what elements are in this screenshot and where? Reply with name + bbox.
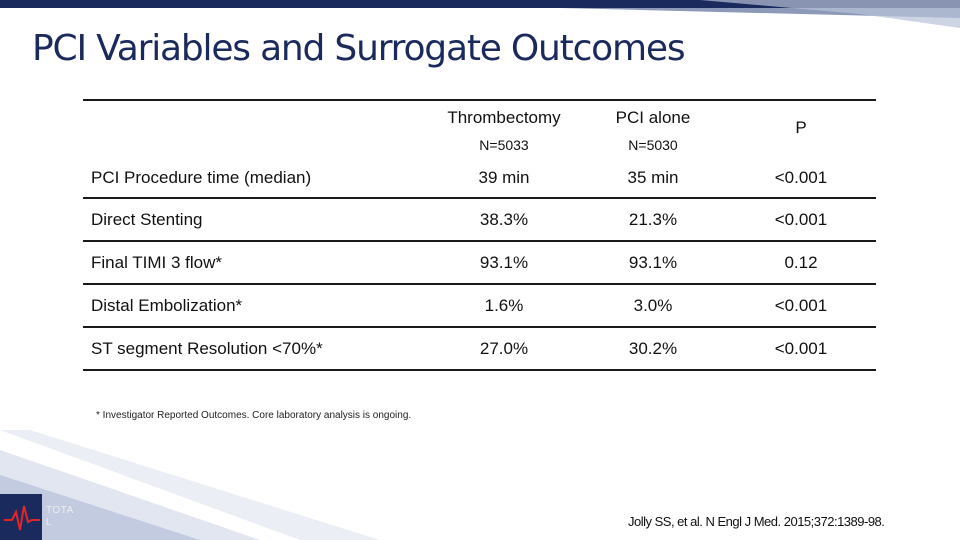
- table-row: [83, 241, 876, 284]
- subheader-empty-cell: [83, 132, 428, 158]
- slide-title: PCI Variables and Surrogate Outcomes: [32, 28, 685, 69]
- p-value: <0.001: [774, 295, 828, 315]
- thrombectomy-value: 1.6%: [484, 295, 524, 315]
- ecg-logo-icon: [0, 494, 42, 540]
- row-label: Direct Stenting: [91, 209, 203, 229]
- outcomes-table: [83, 99, 876, 371]
- thrombectomy-value: 39 min: [478, 167, 530, 187]
- row-label: Final TIMI 3 flow*: [91, 252, 223, 272]
- pci-alone-value: 3.0%: [633, 295, 673, 315]
- row-label: ST segment Resolution <70%*: [91, 338, 323, 358]
- thrombectomy-value: 27.0%: [479, 338, 529, 358]
- header-p-value: P: [795, 117, 807, 137]
- row-label: PCI Procedure time (median): [91, 167, 312, 187]
- pci-alone-value: 93.1%: [628, 252, 678, 272]
- thrombectomy-value: 93.1%: [479, 252, 529, 272]
- p-value: <0.001: [774, 338, 828, 358]
- pci-alone-value: 30.2%: [628, 338, 678, 358]
- p-value: 0.12: [784, 252, 818, 272]
- p-value: <0.001: [774, 209, 828, 229]
- table-row: [83, 327, 876, 370]
- logo-text: TOTA L: [46, 505, 74, 528]
- citation: Jolly SS, et al. N Engl J Med. 2015;372:1389-98.: [628, 514, 885, 529]
- p-value: <0.001: [774, 167, 828, 187]
- table-row: [83, 284, 876, 327]
- table-header-row: [83, 100, 876, 132]
- header-empty-cell: [83, 100, 428, 132]
- header-thrombectomy: Thrombectomy: [447, 108, 561, 127]
- header-pci-alone: PCI alone: [615, 108, 691, 127]
- thrombectomy-value: 38.3%: [479, 209, 529, 229]
- table-row: [83, 158, 876, 198]
- pci-alone-value: 21.3%: [628, 209, 678, 229]
- table-row: [83, 198, 876, 241]
- subheader-pci-alone-n: N=5030: [628, 137, 678, 153]
- subheader-thrombectomy-n: N=5033: [479, 137, 529, 153]
- pci-alone-value: 35 min: [627, 167, 679, 187]
- top-decorative-band: [0, 0, 960, 30]
- row-label: Distal Embolization*: [91, 295, 243, 315]
- footnote: * Investigator Reported Outcomes. Core laboratory analysis is ongoing.: [96, 410, 412, 421]
